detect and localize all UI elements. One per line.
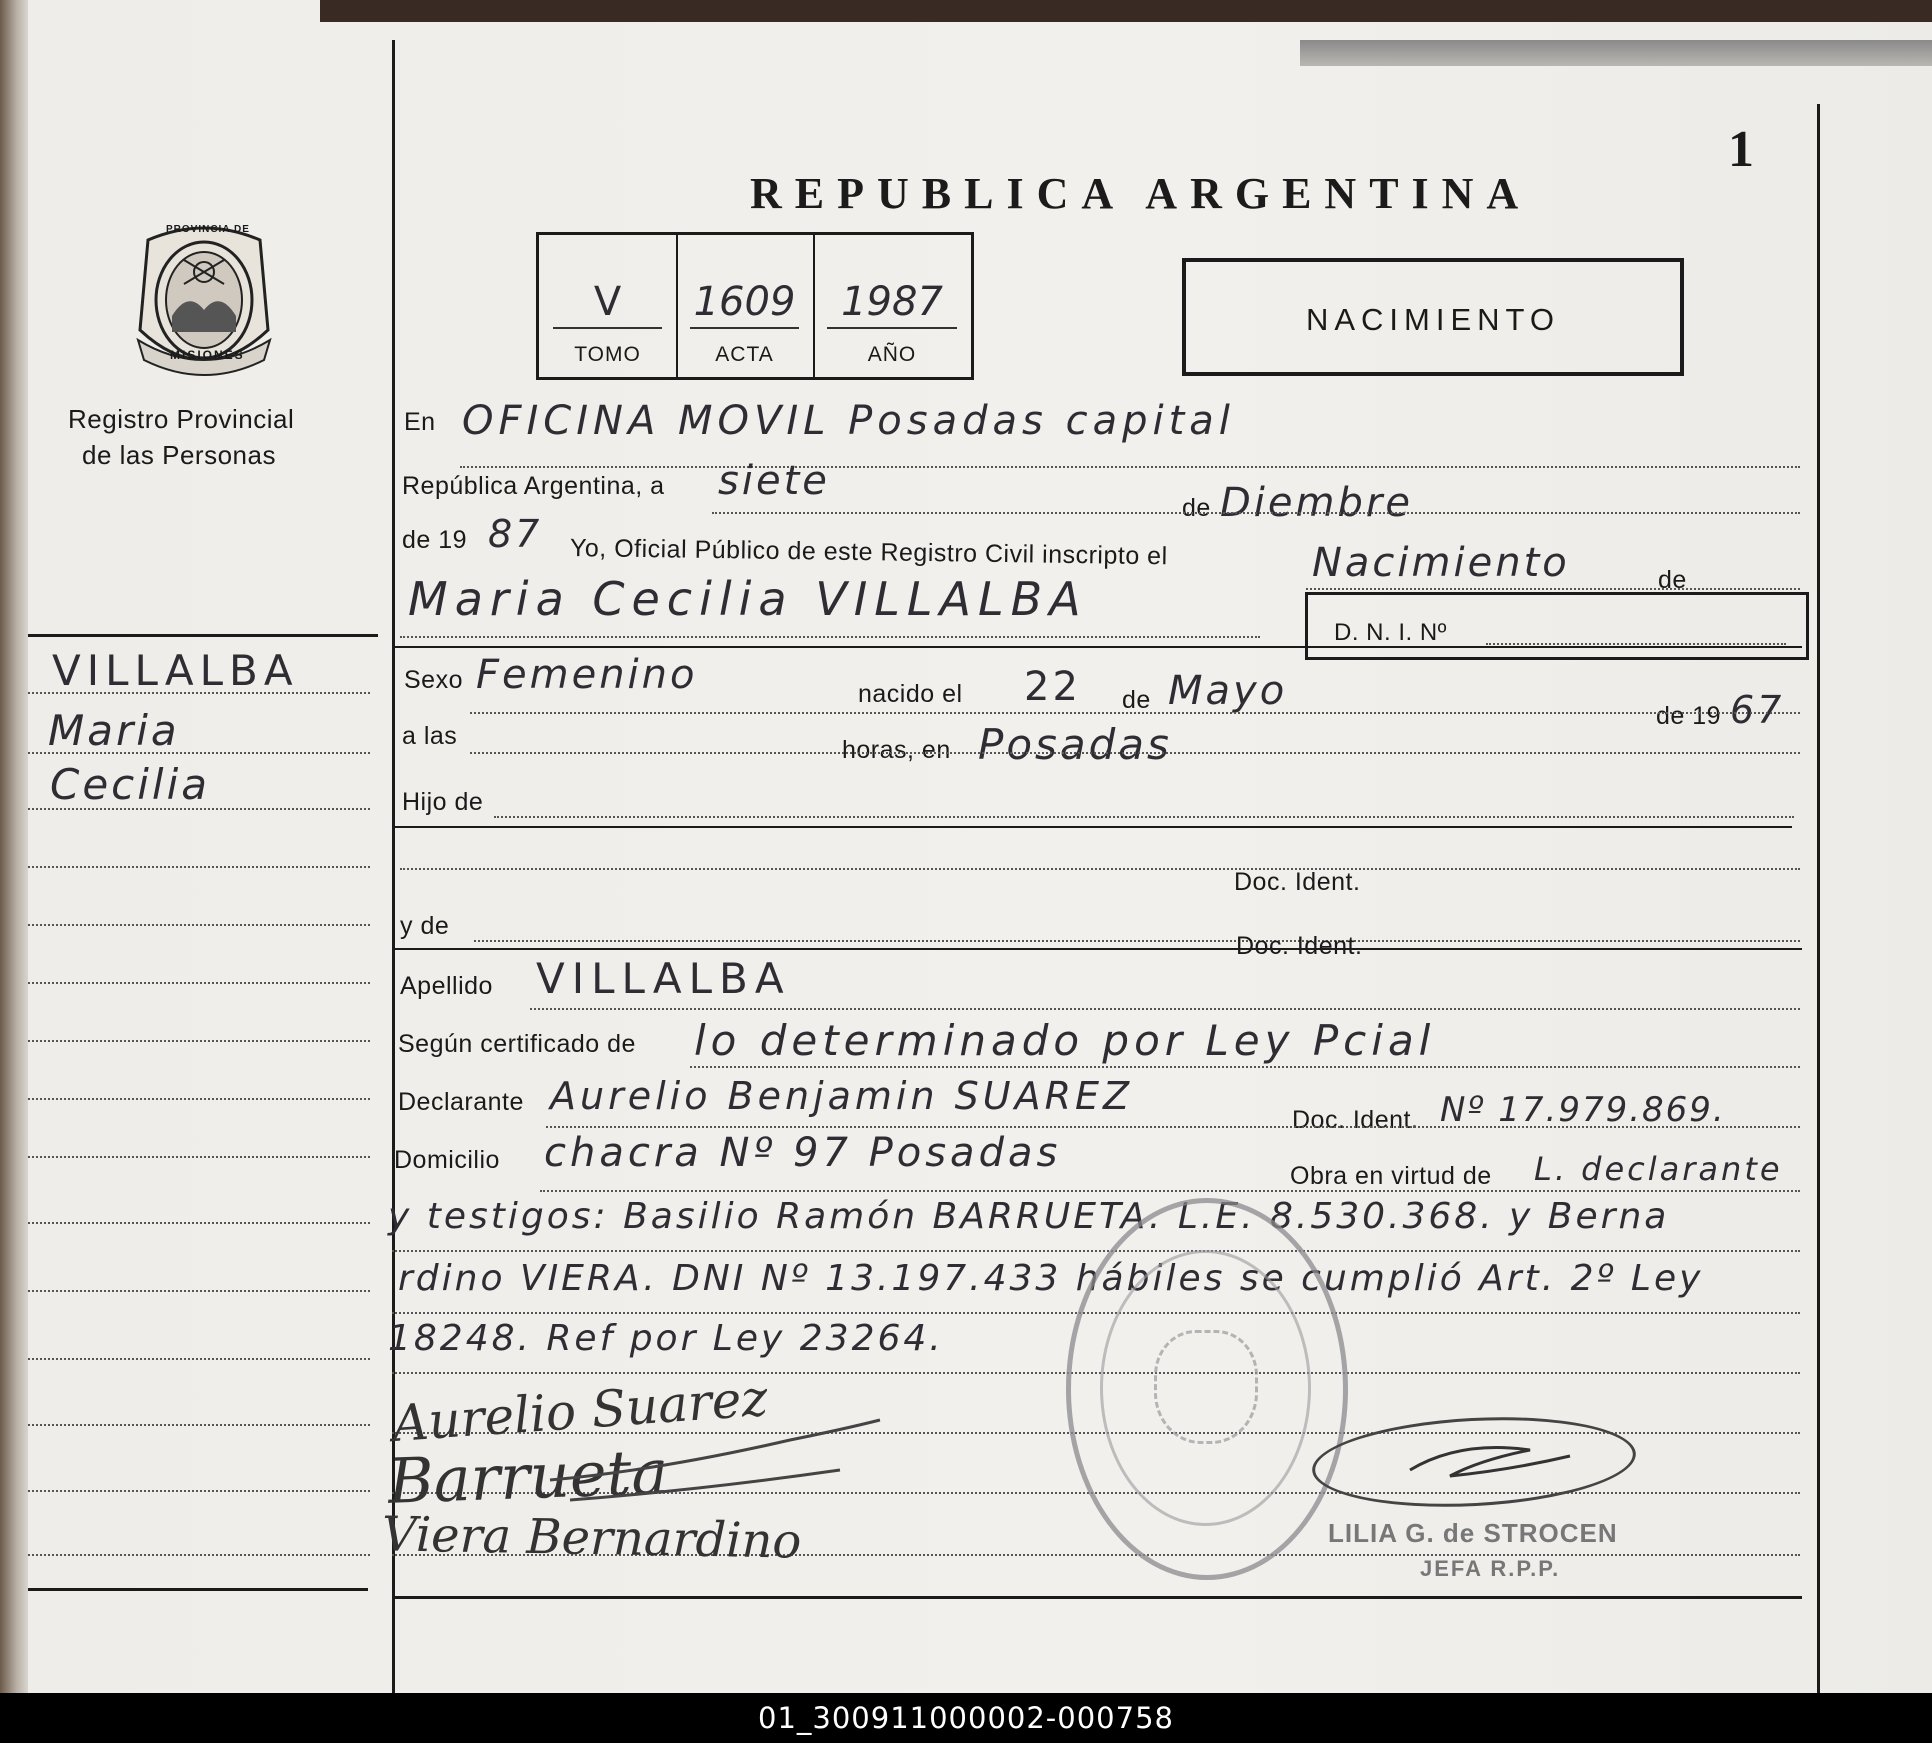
nacido-day: 22	[1024, 664, 1081, 710]
tomo-label: TOMO	[574, 343, 641, 366]
signature-witness-1: Barrueta	[386, 1435, 670, 1518]
sexo-line	[470, 712, 1800, 714]
acta-cell	[676, 235, 815, 377]
domicilio-value: chacra Nº 97 Posadas	[544, 1130, 1062, 1176]
margin-line	[28, 1098, 370, 1100]
tomo-underline	[553, 327, 662, 329]
book-spine	[0, 0, 28, 1693]
margin-given2: Cecilia	[50, 760, 211, 809]
stamp-emblem-icon	[1154, 1330, 1258, 1444]
domicilio-label: Domicilio	[394, 1146, 500, 1174]
acta-value: 1609	[693, 279, 796, 325]
segun-value: lo determinado por Ley Pcial	[694, 1016, 1436, 1065]
form-bottom-rule	[392, 1596, 1802, 1599]
nacido-de-label: de	[1122, 686, 1151, 714]
yde-line	[474, 940, 1800, 942]
footer-bar	[0, 1693, 1932, 1743]
acta-underline	[690, 327, 799, 329]
hijo-label: Hijo de	[402, 788, 484, 816]
declarante-line	[546, 1126, 1800, 1128]
declarante-doc-label: Doc. Ident.	[1292, 1106, 1419, 1134]
yo-text: Yo, Oficial Público de este Registro Civil inscripto el	[569, 534, 1168, 571]
anio-cell	[813, 235, 971, 377]
margin-line	[28, 1156, 370, 1158]
signature-declarante: Aurelio Suarez	[390, 1368, 770, 1454]
doc-ident-label-1: Doc. Ident.	[1234, 868, 1361, 896]
de2-label: de	[1658, 566, 1687, 594]
tomo-cell	[539, 235, 678, 377]
declarante-label: Declarante	[398, 1088, 524, 1116]
margin-line	[28, 866, 370, 868]
day-value: siete	[718, 458, 830, 504]
place-value: Posadas	[978, 720, 1172, 769]
republica-label: República Argentina, a	[402, 472, 665, 500]
apellido-value: VILLALBA	[536, 954, 791, 1003]
margin-line	[28, 1554, 370, 1556]
image-id-label: 01_300911000002-000758	[758, 1701, 1174, 1735]
obra-value: L. declarante	[1534, 1150, 1783, 1188]
yde-label: y de	[400, 912, 450, 940]
official-role: JEFA R.P.P.	[1420, 1556, 1561, 1581]
top-edge	[320, 0, 1932, 22]
dni-line	[1486, 643, 1786, 645]
hijo-rule	[392, 826, 1792, 828]
apellido-label: Apellido	[400, 972, 493, 1000]
person-line	[400, 636, 1260, 638]
right-page-border	[1817, 104, 1820, 1693]
inscripto-value: Nacimiento	[1312, 540, 1570, 586]
official-signature-stroke-icon	[1390, 1430, 1610, 1500]
month-de-label: de	[1182, 494, 1211, 522]
remarks-rule-1	[392, 1250, 1800, 1252]
signature-scribble-icon	[540, 1410, 900, 1510]
margin-line	[28, 1358, 370, 1360]
month-value: Diembre	[1220, 480, 1413, 526]
hijo-line	[494, 816, 1794, 818]
en-label: En	[404, 408, 436, 436]
margin-line	[28, 808, 370, 810]
seal-caption-top: PROVINCIA DE	[166, 224, 250, 235]
sexo-label: Sexo	[404, 666, 463, 694]
dni-label: D. N. I. Nº	[1334, 619, 1447, 646]
de19-label: de 19	[1656, 702, 1722, 730]
record-type-box	[1182, 258, 1684, 376]
acta-label: ACTA	[715, 343, 774, 366]
obra-label: Obra en virtud de	[1290, 1162, 1492, 1190]
dni-box	[1305, 592, 1809, 660]
sexo-value: Femenino	[476, 652, 698, 698]
official-name: LILIA G. de STROCEN	[1328, 1518, 1618, 1548]
country-title: REPUBLICA ARGENTINA	[750, 169, 1532, 218]
en-line	[460, 466, 1800, 468]
year-value: 87	[488, 512, 543, 556]
page-number: 1	[1728, 121, 1754, 178]
hijo-line-2	[400, 868, 1800, 870]
signature-witness-2: Viera Bernardino	[381, 1506, 802, 1570]
registry-name-line1: Registro Provincial	[68, 404, 295, 434]
seal-caption-bottom: MISIONES	[170, 348, 245, 362]
margin-line	[28, 924, 370, 926]
record-type-label: NACIMIENTO	[1305, 302, 1561, 337]
alas-label: a las	[402, 722, 458, 750]
anio-underline	[827, 327, 957, 329]
remarks-line-1: y testigos: Basilio Ramón BARRUETA. L.E. 8.530.368. y Berna	[388, 1196, 1670, 1237]
margin-line	[28, 692, 370, 694]
yde-rule	[392, 948, 1802, 950]
left-bottom-rule	[28, 1588, 368, 1591]
yo-line	[1306, 588, 1800, 590]
declarante-value: Aurelio Benjamin SUAREZ	[550, 1074, 1134, 1118]
segun-line	[690, 1066, 1800, 1068]
segun-label: Según certificado de	[398, 1030, 636, 1058]
margin-line	[28, 1222, 370, 1224]
year-prefix: de 19	[402, 526, 468, 554]
registry-name-line2: de las Personas	[82, 440, 276, 470]
nacido-month: Mayo	[1168, 668, 1288, 714]
margin-line	[28, 1040, 370, 1042]
margin-line	[28, 982, 370, 984]
anio-label: AÑO	[867, 343, 917, 366]
margin-given1: Maria	[48, 706, 180, 755]
remarks-line-3: 18248. Ref por Ley 23264.	[388, 1318, 944, 1359]
margin-surname: VILLALBA	[52, 646, 299, 695]
margin-line	[28, 1424, 370, 1426]
domicilio-line	[540, 1190, 1800, 1192]
horas-label: horas, en	[842, 736, 951, 764]
alas-line	[470, 752, 1800, 754]
margin-line	[28, 752, 370, 754]
republica-line	[712, 512, 1800, 514]
en-value: OFICINA MOVIL Posadas capital	[462, 398, 1235, 444]
nacido-year: 67	[1730, 688, 1785, 732]
top-gray-strip	[1300, 40, 1932, 66]
declarante-doc-value: Nº 17.979.869.	[1440, 1090, 1726, 1130]
remarks-line-2: rdino VIERA. DNI Nº 13.197.433 hábiles se cumplió Art. 2º Ley	[398, 1258, 1704, 1299]
apellido-line	[530, 1008, 1800, 1010]
doc-ident-label-2: Doc. Ident.	[1236, 932, 1363, 960]
margin-line	[28, 1490, 370, 1492]
tomo-value: V	[593, 279, 622, 325]
person-value: Maria Cecilia VILLALBA	[408, 572, 1088, 626]
left-column-divider	[28, 634, 378, 637]
register-numbers-box	[536, 232, 974, 380]
anio-value: 1987	[841, 279, 943, 325]
nacido-label: nacido el	[858, 680, 963, 708]
margin-line	[28, 1290, 370, 1292]
